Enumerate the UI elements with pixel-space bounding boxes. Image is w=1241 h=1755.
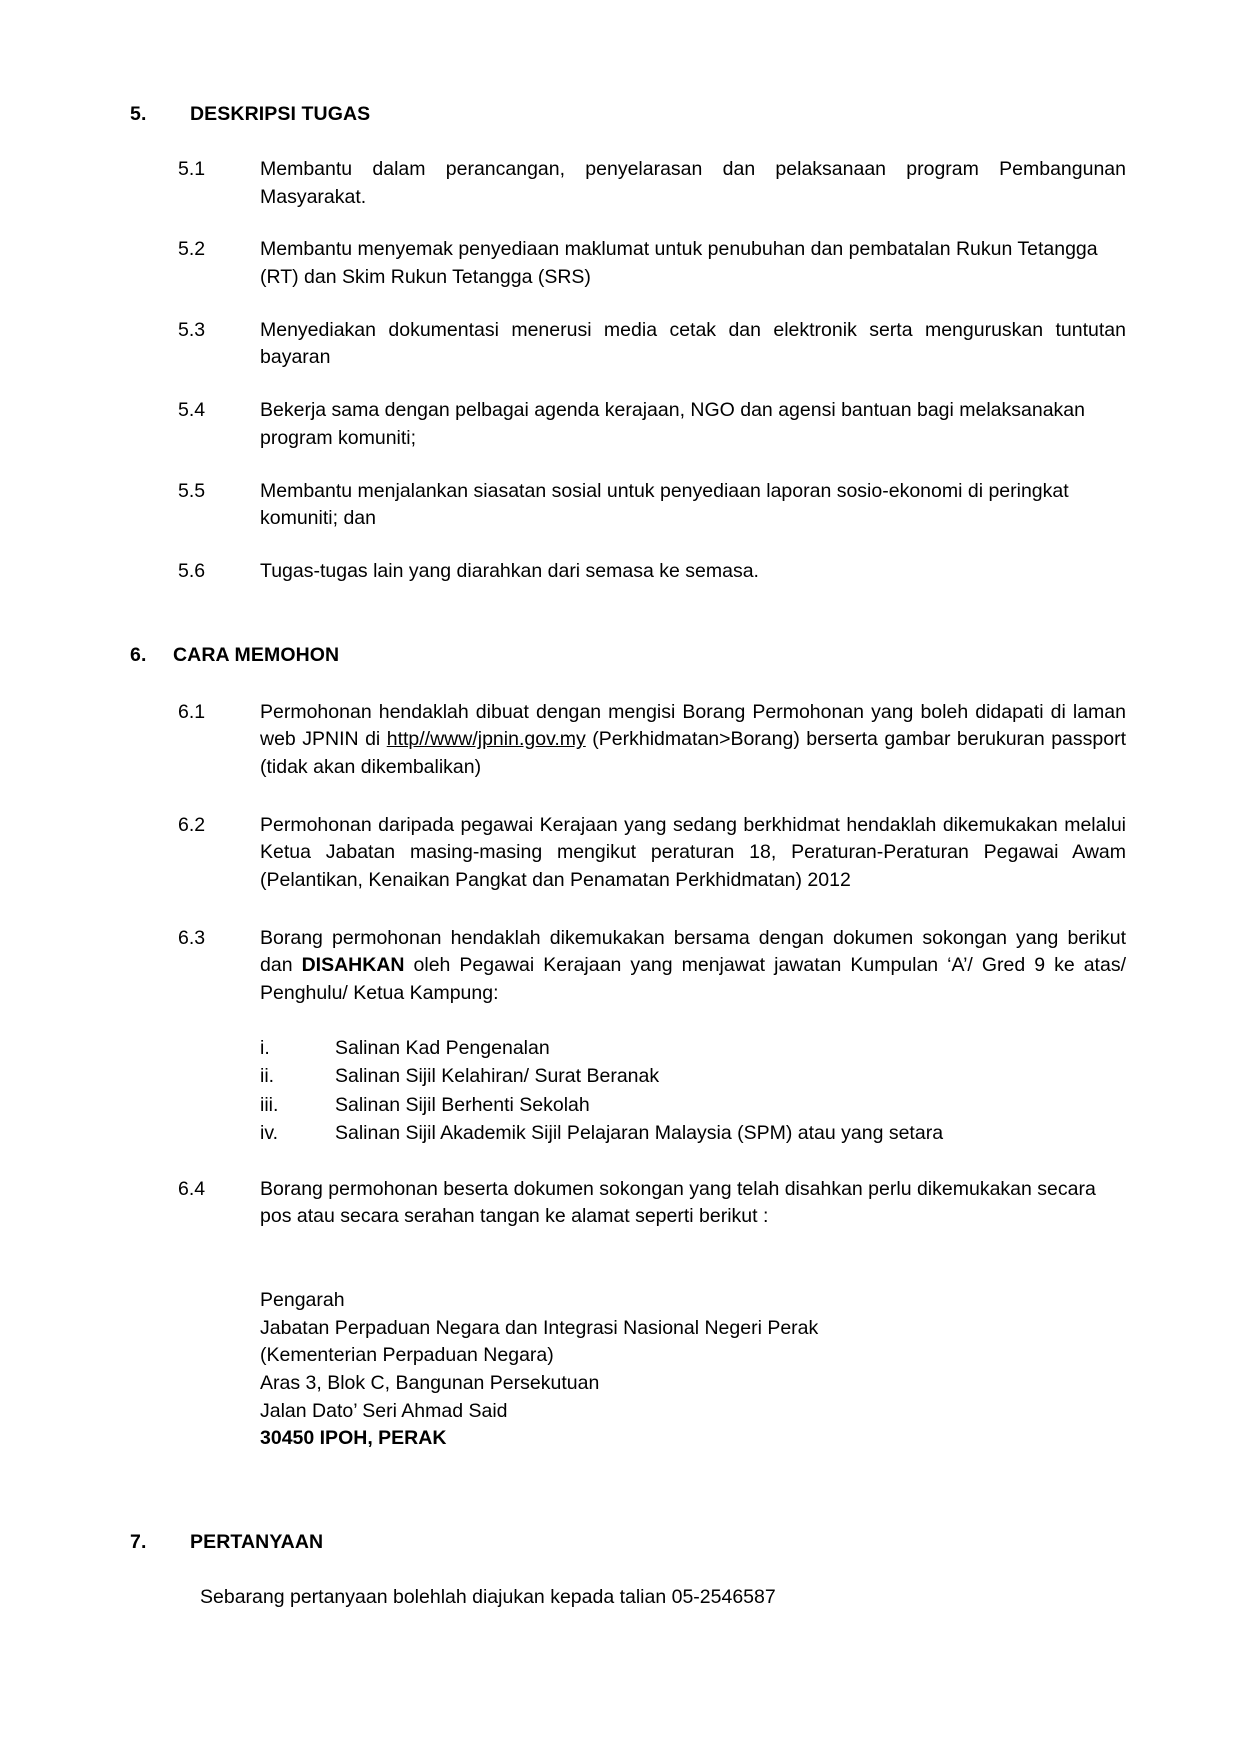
clause-text: Membantu menjalankan siasatan sosial untuk penyediaan laporan sosio-ekonomi di peringkat komuniti; dan — [260, 479, 1069, 530]
section-number: 6. — [130, 643, 147, 666]
clause-text — [260, 699, 1126, 782]
address-line-ministry: (Kementerian Perpaduan Negara) — [260, 1344, 554, 1367]
clause-number: 6.1 — [178, 700, 206, 723]
supporting-documents-list — [130, 1034, 1126, 1148]
list-item-label: Salinan Kad Pengenalan — [335, 1036, 550, 1059]
address-line-street: Jalan Dato’ Seri Ahmad Said — [260, 1399, 508, 1422]
clause-5-1 — [130, 156, 1126, 211]
section-heading-cara-memohon — [130, 644, 1126, 667]
section-title: DESKRIPSI TUGAS — [190, 103, 371, 125]
clause-5-3 — [130, 317, 1126, 372]
list-item — [260, 1034, 1126, 1062]
clause-6-1 — [130, 699, 1126, 782]
address-line-postcode-city: 30450 IPOH, PERAK — [260, 1427, 447, 1450]
clause-text: Tugas-tugas lain yang diarahkan dari semasa ke semasa. — [260, 559, 759, 582]
list-item-number: iii. — [260, 1093, 279, 1116]
section-heading-pertanyaan — [130, 1531, 1126, 1554]
clause-number: 5.4 — [178, 399, 206, 422]
list-item — [260, 1062, 1126, 1090]
clause-text: Membantu dalam perancangan, penyelarasan dan pelaksanaan program Pembangunan Masyarakat. — [260, 158, 1126, 208]
clause-number: 5.1 — [178, 158, 206, 180]
enquiry-paragraph: Sebarang pertanyaan bolehlah diajukan kepada talian 05-2546587 — [200, 1586, 776, 1609]
clause-text — [260, 925, 1126, 1008]
clause-text-part1: Permohonan hendaklah dibuat dengan mengisi Borang Permohonan yang boleh didapati di laman web JPNIN di — [260, 700, 1126, 751]
clause-text-part2: oleh Pegawai Kerajaan yang menjawat jawatan Kumpulan ‘A’/ Gred 9 ke atas/ Penghulu/ Ketua Kampung: — [260, 954, 1126, 1005]
list-item-number: i. — [260, 1036, 270, 1059]
section-title: PERTANYAAN — [190, 1531, 324, 1554]
section-heading-deskripsi-tugas — [130, 103, 1126, 126]
clause-6-4 — [130, 1176, 1126, 1231]
clause-5-6 — [130, 558, 1126, 586]
emphasis-disahkan: DISAHKAN — [301, 954, 405, 977]
list-item-label: Salinan Sijil Berhenti Sekolah — [335, 1093, 590, 1116]
clause-5-4 — [130, 397, 1126, 452]
list-item — [260, 1119, 1126, 1147]
address-line-department: Jabatan Perpaduan Negara dan Integrasi Nasional Negeri Perak — [260, 1316, 819, 1339]
clause-number: 6.2 — [178, 813, 206, 836]
spacer — [130, 1453, 1126, 1531]
list-item-label: Salinan Sijil Akademik Sijil Pelajaran Malaysia (SPM) atau yang setara — [335, 1122, 944, 1145]
section-title: CARA MEMOHON — [173, 643, 340, 666]
clause-6-3 — [130, 925, 1126, 1008]
clause-text: Bekerja sama dengan pelbagai agenda kerajaan, NGO dan agensi bantuan bagi melaksanakan program komuniti; — [260, 399, 1085, 449]
list-item — [260, 1091, 1126, 1119]
mailing-address-block — [130, 1287, 1126, 1453]
spacer — [130, 586, 1126, 644]
clause-text-part1: Borang permohonan hendaklah dikemukakan bersama dengan dokumen sokongan yang berikut dan — [260, 926, 1126, 977]
clause-text-part2: (Perkhidmatan>Borang) berserta gambar berukuran passport (tidak akan dikembalikan) — [260, 728, 1126, 778]
section-number: 7. — [130, 1531, 147, 1554]
list-item-number: ii. — [260, 1065, 275, 1088]
section-number: 5. — [130, 103, 147, 125]
address-line-building: Aras 3, Blok C, Bangunan Persekutuan — [260, 1372, 600, 1395]
clause-number: 5.2 — [178, 238, 206, 261]
list-item-label: Salinan Sijil Kelahiran/ Surat Beranak — [335, 1065, 660, 1088]
address-line-designation: Pengarah — [260, 1289, 345, 1311]
clause-number: 5.5 — [178, 479, 206, 502]
clause-text: Borang permohonan beserta dokumen sokongan yang telah disahkan perlu dikemukakan secara pos atau secara serahan tangan ke alamat seperti berikut : — [260, 1177, 1096, 1228]
clause-number: 5.3 — [178, 318, 206, 341]
clause-number: 5.6 — [178, 559, 206, 582]
list-item-number: iv. — [260, 1122, 279, 1145]
clause-number: 6.3 — [178, 926, 206, 949]
clause-6-2 — [130, 812, 1126, 895]
clause-text: Membantu menyemak penyediaan maklumat untuk penubuhan dan pembatalan Rukun Tetangga (RT) dan Skim Rukun Tetangga (SRS) — [260, 238, 1098, 289]
clause-5-5 — [130, 478, 1126, 533]
clause-text: Menyediakan dokumentasi menerusi media cetak dan elektronik serta menguruskan tuntutan bayaran — [260, 318, 1126, 369]
jpnin-website-link[interactable]: http//www/jpnin.gov.my — [386, 728, 586, 751]
clause-number: 6.4 — [178, 1177, 206, 1200]
clause-5-2 — [130, 236, 1126, 291]
clause-text: Permohonan daripada pegawai Kerajaan yang sedang berkhidmat hendaklah dikemukakan melalui Ketua Jabatan masing-masing mengikut peraturan 18, Peraturan-Peraturan Pegawai Awam (Pelantikan, Kenaikan Pangkat dan Penamatan Perkhidmatan) 2012 — [260, 813, 1126, 891]
